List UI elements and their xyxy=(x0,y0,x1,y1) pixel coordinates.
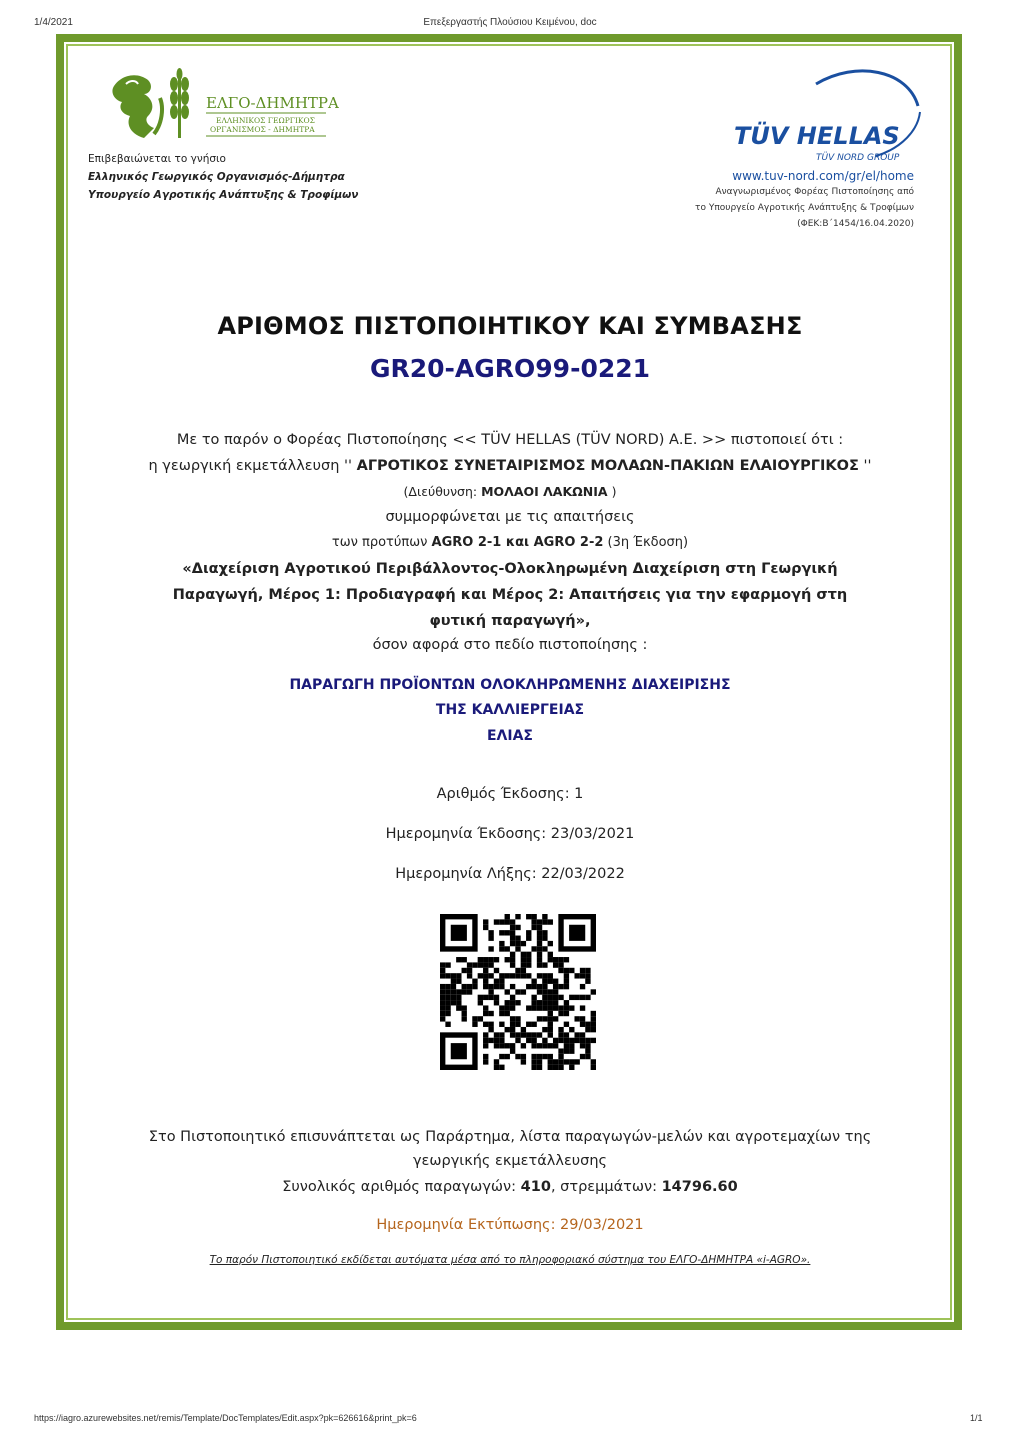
elgo-info xyxy=(88,150,358,204)
standards-line xyxy=(64,530,956,556)
standards-names: AGRO 2-1 και AGRO 2-2 xyxy=(431,535,604,550)
print-date: Ημερομηνία Εκτύπωσης: 29/03/2021 xyxy=(376,1217,644,1233)
farm-prefix: η γεωργική εκμετάλλευση '' xyxy=(148,458,357,474)
print-header-title: Επεξεργαστής Πλούσιου Κειμένου, doc xyxy=(423,17,597,28)
tuv-group: TÜV NORD GROUP xyxy=(816,153,900,163)
qr-code xyxy=(440,914,596,1070)
scope-line-3: ΕΛΙΑΣ xyxy=(486,728,533,744)
elgo-org: Ελληνικός Γεωργικός Οργανισμός-Δήμητρα xyxy=(88,171,345,183)
certificate-number: GR20-AGRO99-0221 xyxy=(369,354,651,383)
tuv-line3: (ΦΕΚ:Β΄1454/16.04.2020) xyxy=(797,219,914,229)
standard-title-3: φυτική παραγωγή», xyxy=(429,613,591,629)
elgo-sub1: ΕΛΛΗΝΙΚΟΣ ΓΕΩΡΓΙΚΟΣ xyxy=(216,116,315,125)
tuv-line2: το Υπουργείο Αγροτικής Ανάπτυξης & Τροφίμων xyxy=(695,203,914,213)
certificate-frame xyxy=(56,34,962,1330)
farm-name: ΑΓΡΟΤΙΚΟΣ ΣΥΝΕΤΑΙΡΙΣΜΟΣ ΜΟΛΑΩΝ-ΠΑΚΙΩΝ ΕΛΑΙΟΥΡΓΙΚΟΣ xyxy=(356,458,859,474)
certificate-title: ΑΡΙΘΜΟΣ ΠΙΣΤΟΠΟΙΗΤΙΚΟΥ ΚΑΙ ΣΥΜΒΑΣΗΣ xyxy=(217,312,803,340)
elgo-dimitra-logo xyxy=(104,68,344,146)
area-value: 14796.60 xyxy=(661,1179,738,1195)
producers-label: Συνολικός αριθμός παραγωγών: xyxy=(282,1179,521,1195)
address-line xyxy=(64,479,956,505)
scope-line-1: ΠΑΡΑΓΩΓΗ ΠΡΟΪΟΝΤΩΝ ΟΛΟΚΛΗΡΩΜΕΝΗΣ ΔΙΑΧΕΙΡΙΣΗΣ xyxy=(289,677,731,693)
expiry-date: Ημερομηνία Λήξης: 22/03/2022 xyxy=(395,866,625,882)
tuv-website-link[interactable]: www.tuv-nord.com/gr/el/home xyxy=(732,169,914,183)
annex-line-2: γεωργικής εκμετάλλευσης xyxy=(412,1153,608,1169)
annex-line-1: Στο Πιστοποιητικό επισυνάπτεται ως Παράρτημα, λίστα παραγωγών-μελών και αγροτεμαχίων της xyxy=(148,1129,872,1145)
scope-intro: όσον αφορά στο πεδίο πιστοποίησης : xyxy=(372,637,648,653)
elgo-name: ΕΛΓΟ-ΔΗΜΗΤΡΑ xyxy=(206,94,339,112)
area-label: , στρεμμάτων: xyxy=(550,1179,662,1195)
verified-text: Επιβεβαιώνεται το γνήσιο xyxy=(88,153,226,165)
elgo-ministry: Υπουργείο Αγροτικής Ανάπτυξης & Τροφίμων xyxy=(88,189,359,201)
address-suffix: ) xyxy=(607,484,617,499)
print-footer-page: 1/1 xyxy=(970,1413,983,1423)
tuv-hellas-logo xyxy=(726,66,926,170)
farm-suffix: '' xyxy=(858,458,872,474)
complies-line: συμμορφώνεται με τις απαιτήσεις xyxy=(385,509,635,525)
address-label: (Διεύθυνση: xyxy=(403,484,482,499)
issue-number: Αριθμός Έκδοσης: 1 xyxy=(436,786,584,802)
farm-line xyxy=(64,453,956,479)
standard-title-1: «Διαχείριση Αγροτικού Περιβάλλοντος-Ολοκληρωμένη Διαχείριση στη Γεωργική xyxy=(182,561,838,577)
standards-edition: (3η Έκδοση) xyxy=(603,535,689,550)
elgo-sub2: ΟΡΓΑΝΙΣΜΟΣ - ΔΗΜΗΤΡΑ xyxy=(210,125,315,134)
totals-line xyxy=(64,1174,956,1200)
address-value: ΜΟΛΑΟΙ ΛΑΚΩΝΙΑ xyxy=(481,484,608,499)
print-footer-url: https://iagro.azurewebsites.net/remis/Template/DocTemplates/Edit.aspx?pk=626616&print_pk=6 xyxy=(34,1413,417,1423)
scope-line-2: ΤΗΣ ΚΑΛΛΙΕΡΓΕΙΑΣ xyxy=(435,702,585,718)
producers-count: 410 xyxy=(520,1179,551,1195)
tuv-line1: Αναγνωρισμένος Φορέας Πιστοποίησης από xyxy=(715,187,914,197)
print-header-date: 1/4/2021 xyxy=(34,17,73,28)
tuv-logo-text: TÜV HELLAS xyxy=(734,122,900,150)
auto-issued-note: Το παρόν Πιστοποιητικό εκδίδεται αυτόματα μέσα από το πληροφοριακό σύστημα του ΕΛΓΟ-ΔΗΜΗΤΡΑ «i-AGRO». xyxy=(209,1254,811,1266)
tuv-info xyxy=(695,168,914,232)
certifies-line: Με το παρόν ο Φορέας Πιστοποίησης << TÜV HELLAS (TÜV NORD) Α.Ε. >> πιστοποιεί ότι : xyxy=(176,432,844,448)
standard-title-2: Παραγωγή, Μέρος 1: Προδιαγραφή και Μέρος 2: Απαιτήσεις για την εφαρμογή στη xyxy=(172,587,848,603)
issue-date: Ημερομηνία Έκδοσης: 23/03/2021 xyxy=(385,826,635,842)
standards-prefix: των προτύπων xyxy=(331,535,432,550)
